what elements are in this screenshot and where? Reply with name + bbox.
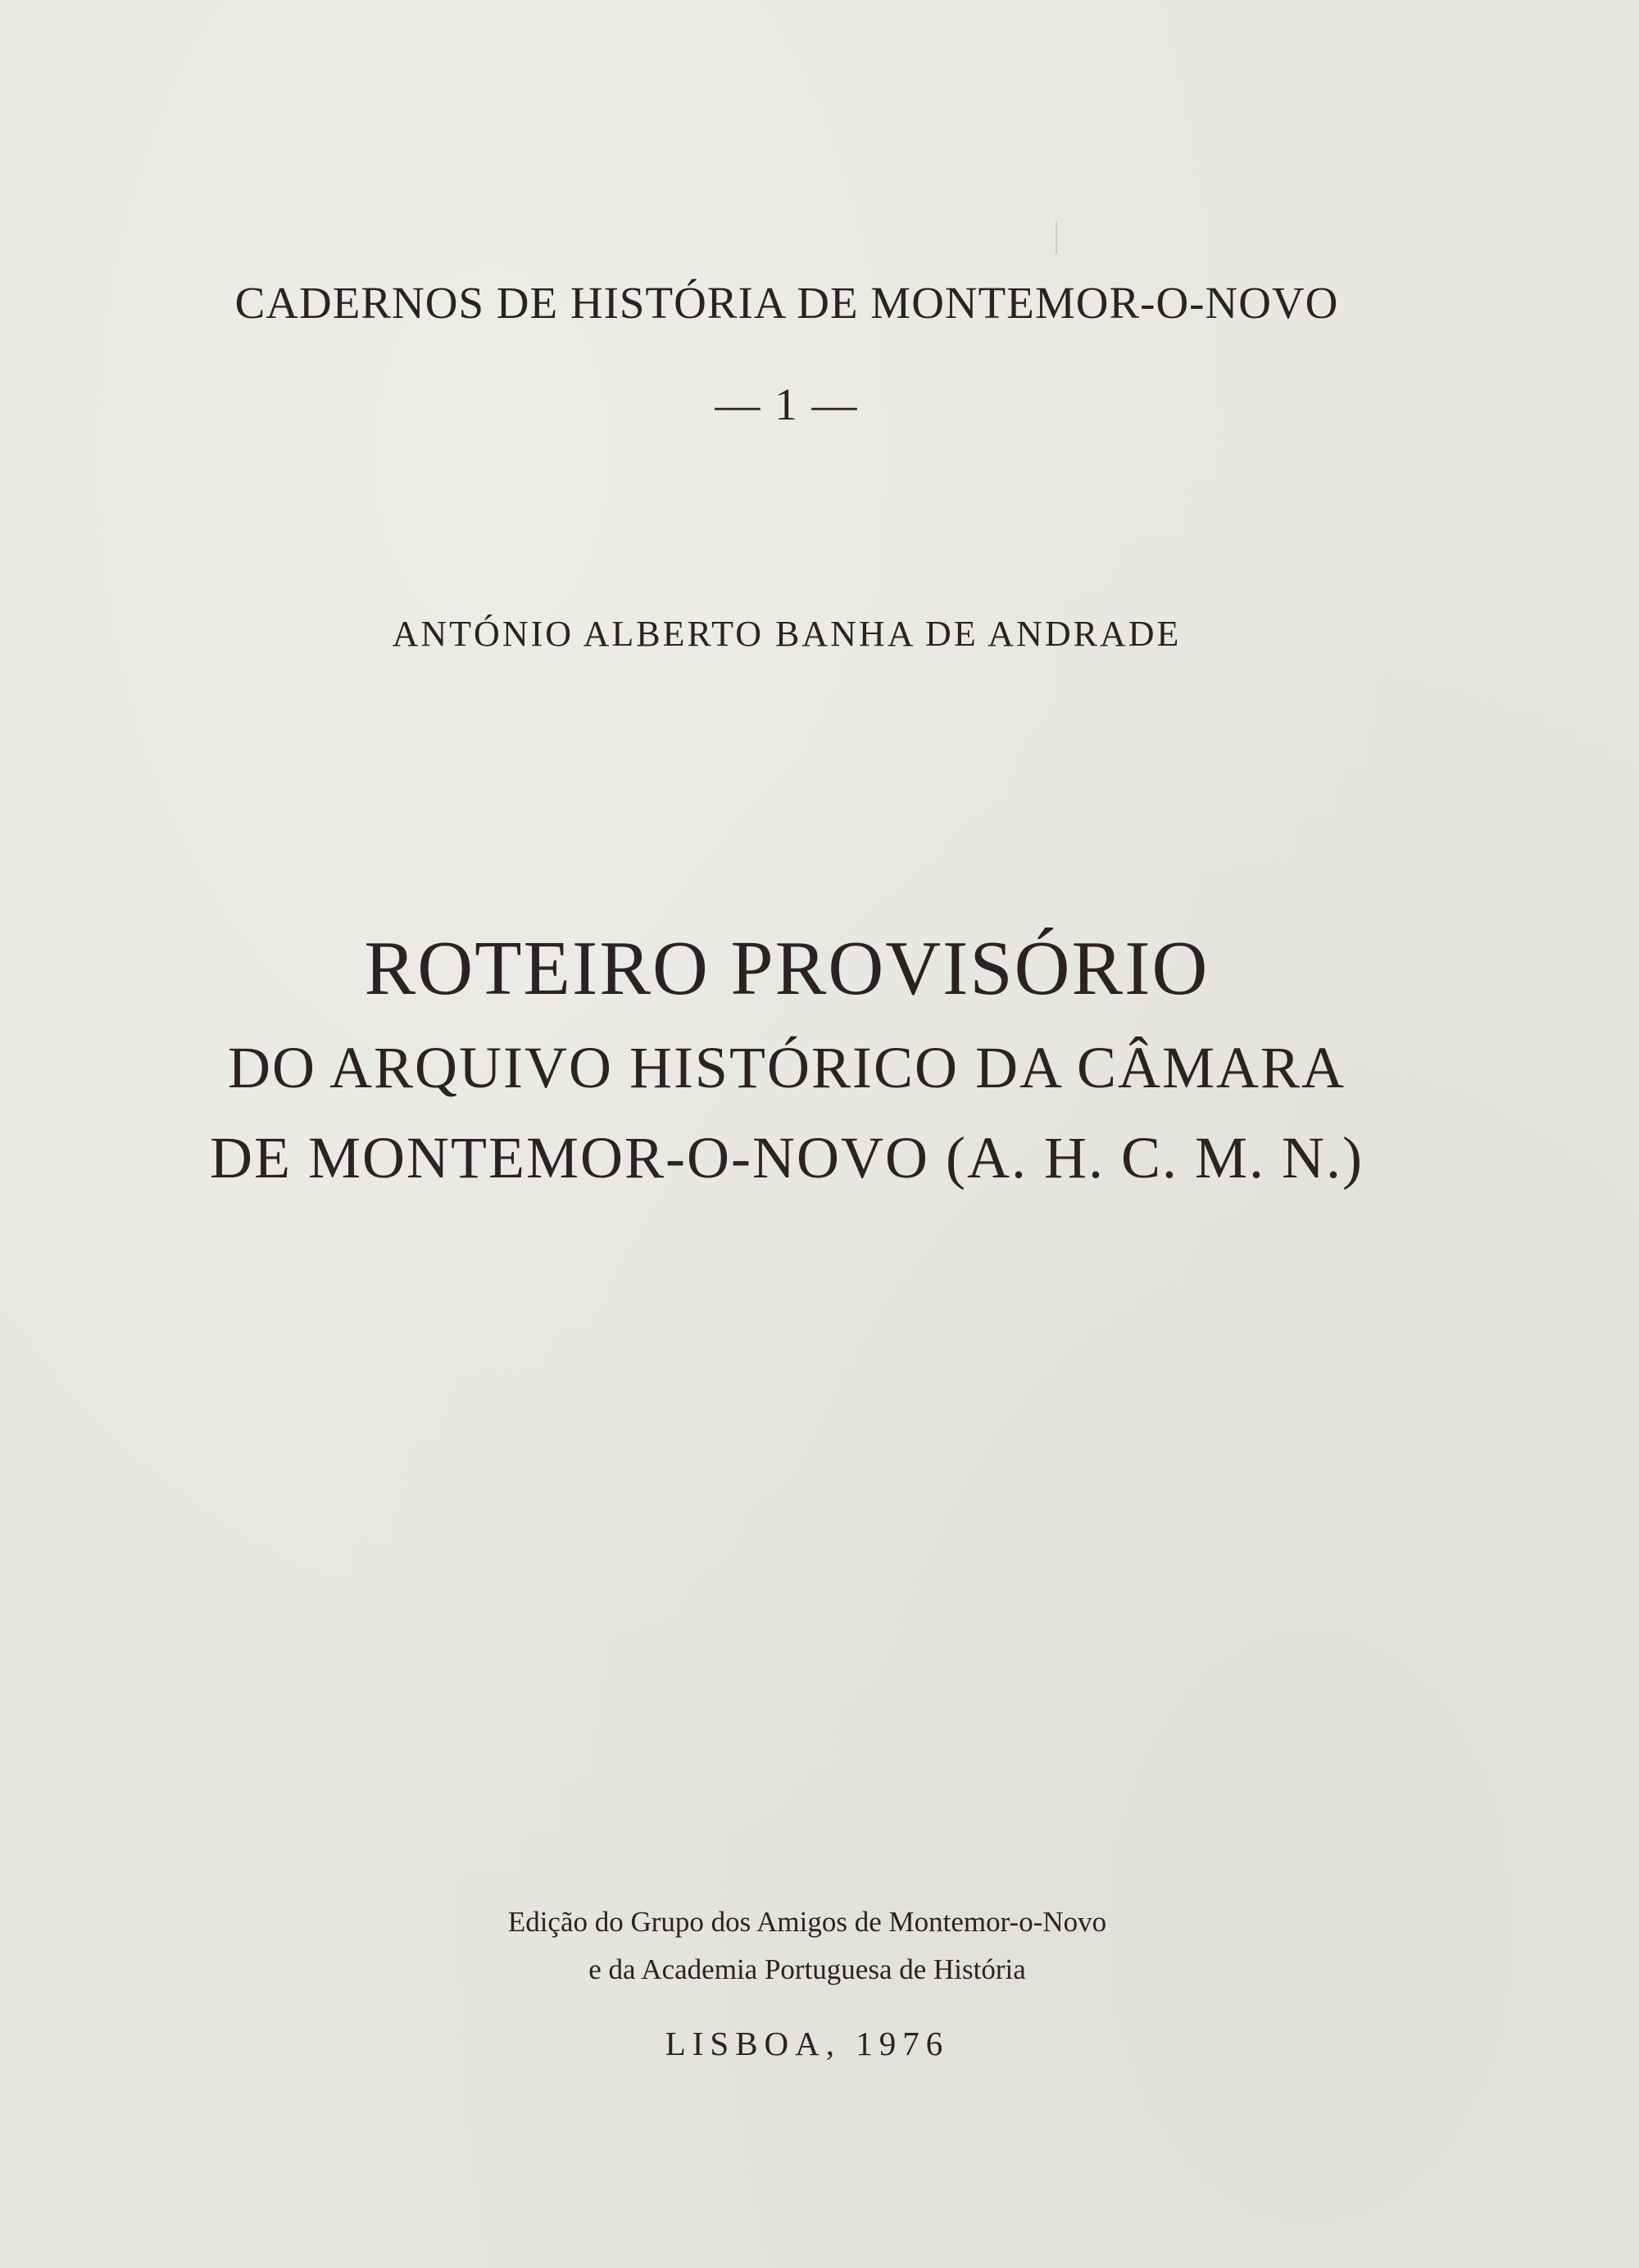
series-number: — 1 —: [715, 379, 859, 429]
edition-line-1: Edição do Grupo dos Amigos de Montemor-o-Novo: [507, 1906, 1107, 1938]
place-and-year: LISBOA, 1976: [665, 2025, 950, 2062]
series-title: CADERNOS DE HISTÓRIA DE MONTEMOR-O-NOVO: [234, 278, 1339, 328]
author-name: ANTÓNIO ALBERTO BANHA DE ANDRADE: [392, 614, 1182, 654]
subtitle-line-2: DE MONTEMOR-O-NOVO (A. H. C. M. N.): [210, 1125, 1364, 1191]
paper-mark: [1056, 221, 1057, 254]
main-title: ROTEIRO PROVISÓRIO: [364, 926, 1210, 1011]
edition-line-2: e da Academia Portuguesa de História: [588, 1953, 1026, 1985]
subtitle-line-1: DO ARQUIVO HISTÓRICO DA CÂMARA: [227, 1035, 1346, 1100]
